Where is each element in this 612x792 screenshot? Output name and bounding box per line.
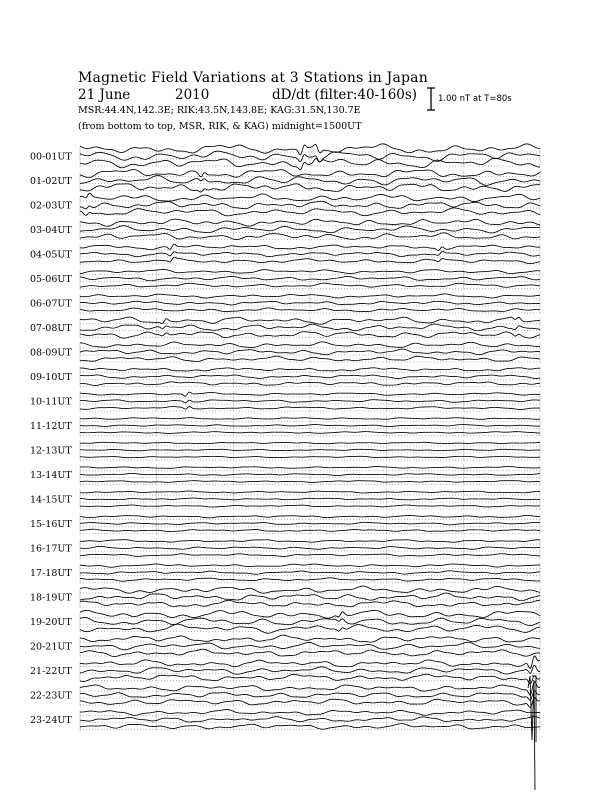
hour-label: 09-10UT — [30, 372, 72, 383]
hour-label: 23-24UT — [30, 715, 72, 726]
hour-label: 02-03UT — [30, 200, 72, 212]
hour-label: 12-13UT — [30, 445, 72, 457]
order-note: (from bottom to top, MSR, RIK, & KAG) midnight=1500UT — [78, 121, 362, 132]
hour-label: 05-06UT — [30, 274, 72, 285]
chart-title: Magnetic Field Variations at 3 Stations in Japan — [78, 70, 428, 86]
scale-label: 1.00 nT at T=80s — [438, 94, 512, 104]
hour-label: 19-20UT — [30, 617, 72, 628]
hour-label: 18-19UT — [30, 592, 72, 604]
hour-label: 07-08UT — [30, 323, 72, 334]
hour-label: 13-14UT — [30, 470, 72, 481]
hour-label: 11-12UT — [30, 421, 72, 432]
hour-label: 04-05UT — [30, 249, 72, 261]
hour-label: 15-16UT — [30, 519, 72, 530]
hour-label: 06-07UT — [30, 298, 72, 310]
hour-label: 08-09UT — [30, 347, 72, 359]
measure-label: dD/dt (filter:40-160s) — [272, 87, 418, 103]
hour-label: 17-18UT — [30, 568, 72, 579]
hour-label: 00-01UT — [30, 151, 72, 163]
hour-label: 10-11UT — [30, 396, 72, 408]
hour-label: 20-21UT — [30, 641, 72, 653]
hour-label: 03-04UT — [30, 225, 72, 236]
hour-label: 16-17UT — [30, 543, 72, 555]
year-label: 2010 — [175, 87, 210, 103]
hour-label: 22-23UT — [30, 690, 72, 702]
hour-label: 01-02UT — [30, 176, 72, 187]
hour-label: 21-22UT — [30, 666, 72, 677]
hour-label: 14-15UT — [30, 494, 72, 506]
date-label: 21 June — [78, 87, 131, 103]
stations-label: MSR:44.4N,142.3E; RIK:43.5N,143.8E; KAG:31.5N,130.7E — [78, 105, 361, 116]
